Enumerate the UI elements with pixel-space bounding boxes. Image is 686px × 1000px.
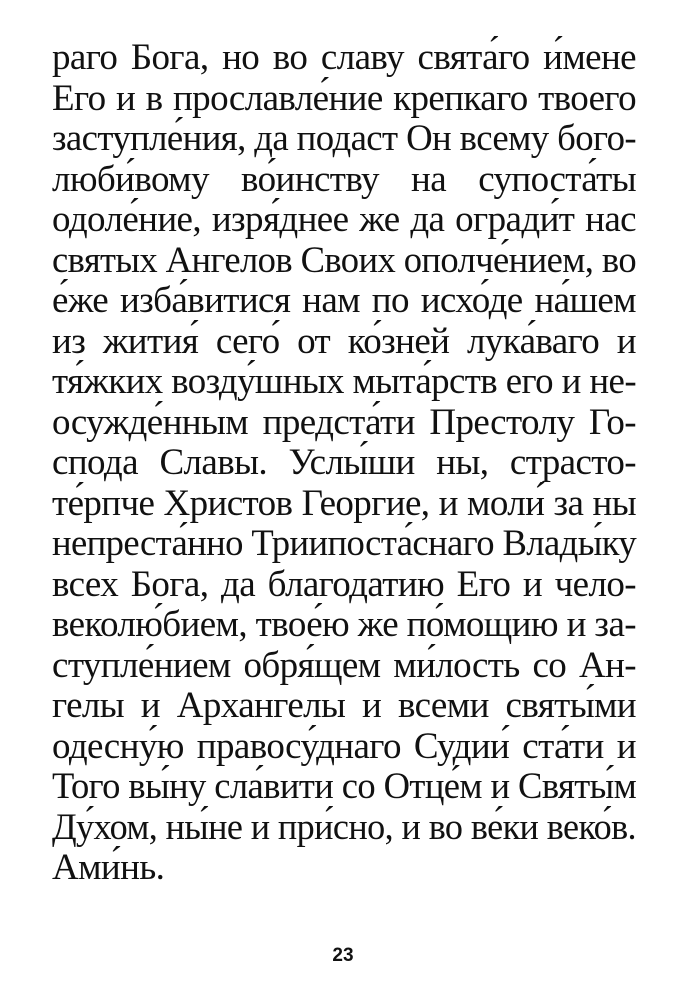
text-line: одесну́ю правосу́днаго Судии́ ста́ти и [52, 725, 636, 767]
page-number: 23 [332, 945, 354, 966]
text-line: Того вы́ну сла́вити со Отце́м и Святы́м [52, 766, 637, 807]
text-line: е́же изба́витися нам по исхо́де на́шем [52, 280, 636, 321]
text-line: люби́вому во́инству на супоста́ты [52, 158, 636, 200]
text-line: ступле́нием обря́щем ми́лость со Ан- [52, 644, 636, 686]
text-line: Его и в прославле́ние крепкаго твоего [52, 77, 636, 119]
prayer-text [52, 38, 636, 889]
text-line: спода Славы. Услы́ши ны, страсто- [52, 442, 636, 483]
text-line: раго Бога, но во славу свята́го и́мене [52, 37, 636, 78]
text-line: веколю́бием, твое́ю же по́мощию и за- [52, 604, 636, 645]
text-line: осужде́нным предста́ти Престолу Го- [52, 401, 636, 443]
text-line: Ду́хом, ны́не и при́сно, и во ве́ки веко́в. [52, 806, 637, 848]
text-line: святых Ангелов Своих ополче́нием, во [52, 239, 637, 281]
text-line: одоле́ние, изря́днее же да огради́т нас [52, 199, 636, 240]
text-line: гелы и Архангелы и всеми святы́ми [52, 685, 636, 726]
text-line: заступле́ния, да подаст Он всему бого- [52, 118, 637, 159]
text-line: непреста́нно Триипоста́снаго Влады́ку [52, 523, 637, 564]
text-line: те́рпче Христов Георгие, и моли́ за ны [52, 482, 636, 524]
text-line: всех Бога, да благодатию Его и чело- [52, 563, 636, 605]
text-line: из жития́ сего́ от ко́зней лука́ваго и [52, 320, 636, 362]
text-line-last: Ами́нь. [52, 847, 165, 888]
text-line: тя́жких возду́шных мыта́рств его и не- [52, 361, 637, 402]
